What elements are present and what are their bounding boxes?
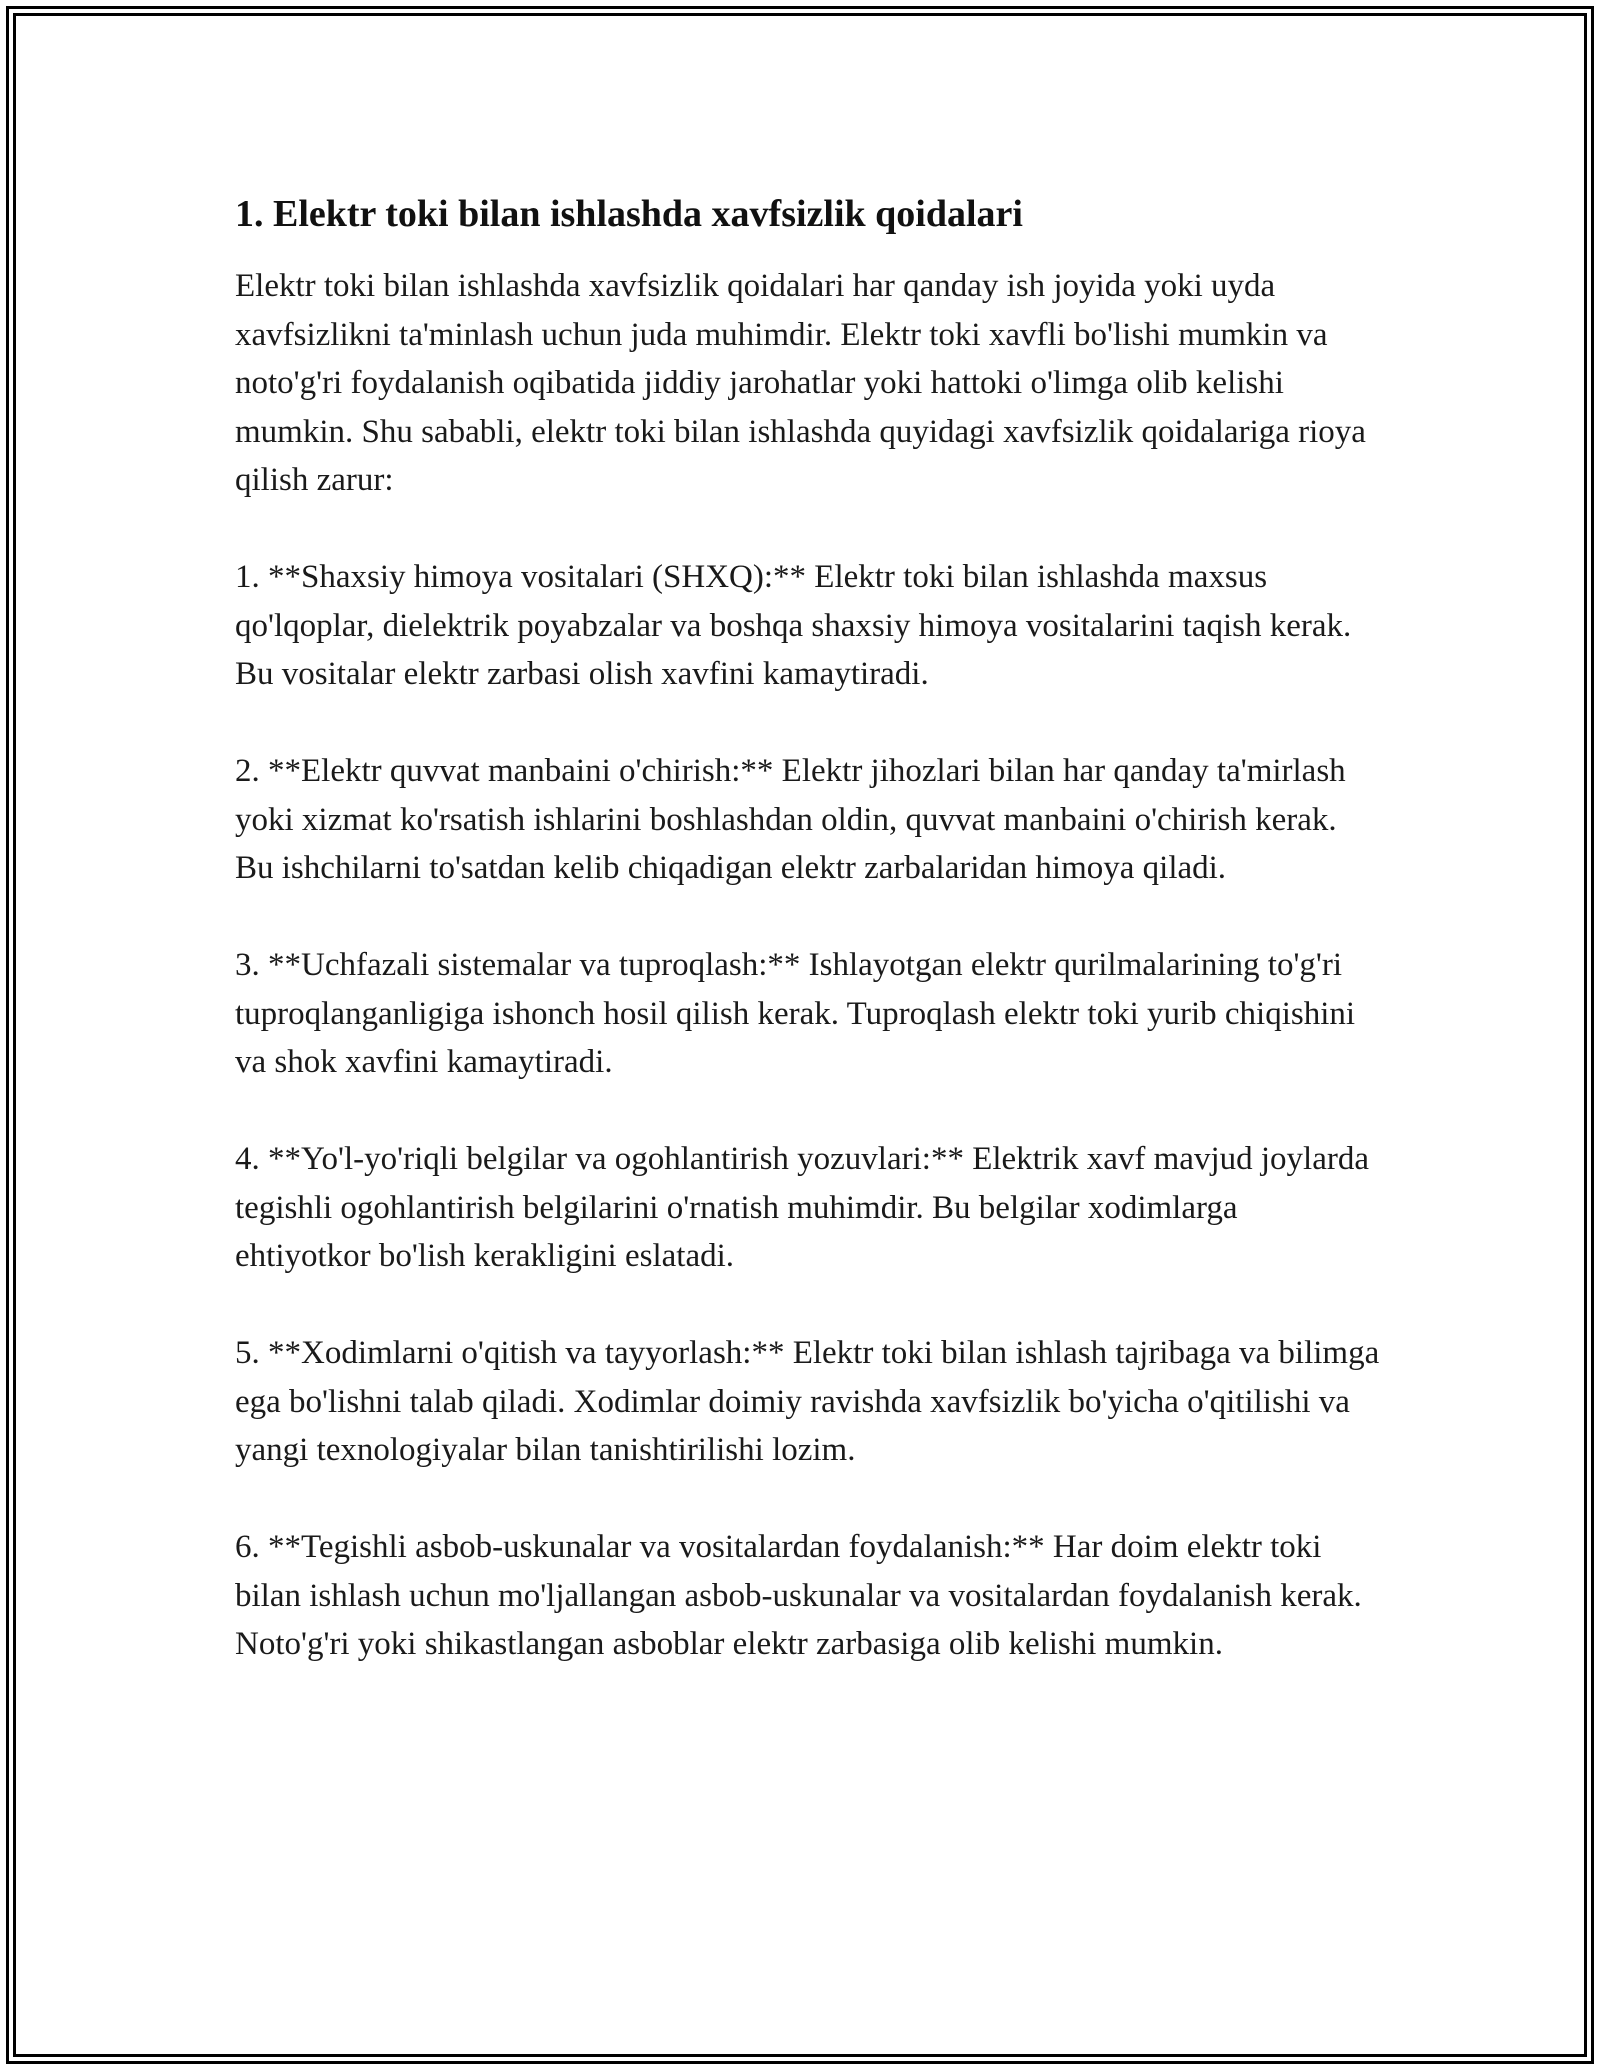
rule-2-paragraph: 2. **Elektr quvvat manbaini o'chirish:** Elektr jihozlari bilan har qanday ta'mirlash yoki xizmat ko'rsatish ishlarini boshlashdan oldin, quvvat manbaini o'chirish kerak. Bu ishchilarni to'satdan kelib chiqadigan elektr zarbalaridan himoya qiladi. <box>235 753 1346 886</box>
intro-paragraph: Elektr toki bilan ishlashda xavfsizlik qoidalari har qanday ish joyida yoki uyda xavfsizlikni ta'minlash uchun juda muhimdir. Elektr toki xavfli bo'lishi mumkin va noto'g'ri foydalanish oqibatida jiddiy jarohatlar yoki hattoki o'limga olib kelishi mumkin. Shu sababli, elektr toki bilan ishlashda quyidagi xavfsizlik qoidalariga rioya qilish zarur: <box>235 268 1366 498</box>
rule-1-paragraph: 1. **Shaxsiy himoya vositalari (SHXQ):** Elektr toki bilan ishlashda maxsus qo'lqoplar, dielektrik poyabzalar va boshqa shaxsiy himoya vositalarini taqish kerak. Bu vositalar elektr zarbasi olish xavfini kamaytiradi. <box>235 559 1352 692</box>
rule-6-paragraph: 6. **Tegishli asbob-uskunalar va vositalardan foydalanish:** Har doim elektr toki bilan ishlash uchun mo'ljallangan asbob-uskunalar va vositalardan foydalanish kerak. Noto'g'ri yoki shikastlangan asboblar elektr zarbasiga olib kelishi mumkin. <box>235 1529 1362 1662</box>
rule-3-paragraph: 3. **Uchfazali sistemalar va tuproqlash:** Ishlayotgan elektr qurilmalarining to'g'ri tuproqlanganligiga ishonch hosil qilish kerak. Tuproqlash elektr toki yurib chiqishini va shok xavfini kamaytiradi. <box>235 947 1356 1080</box>
document-title: 1. Elektr toki bilan ishlashda xavfsizlik qoidalari <box>235 193 1023 235</box>
rule-5-paragraph: 5. **Xodimlarni o'qitish va tayyorlash:** Elektr toki bilan ishlash tajribaga va bilimga ega bo'lishni talab qiladi. Xodimlar doimiy ravishda xavfsizlik bo'yicha o'qitilishi va yangi texnologiyalar bilan tanishtirilishi lozim. <box>235 1335 1380 1468</box>
document-body <box>235 190 1380 1717</box>
rule-4-paragraph: 4. **Yo'l-yo'riqli belgilar va ogohlantirish yozuvlari:** Elektrik xavf mavjud joylarda tegishli ogohlantirish belgilarini o'rnatish muhimdir. Bu belgilar xodimlarga ehtiyotkor bo'lish kerakligini eslatadi. <box>235 1141 1369 1274</box>
